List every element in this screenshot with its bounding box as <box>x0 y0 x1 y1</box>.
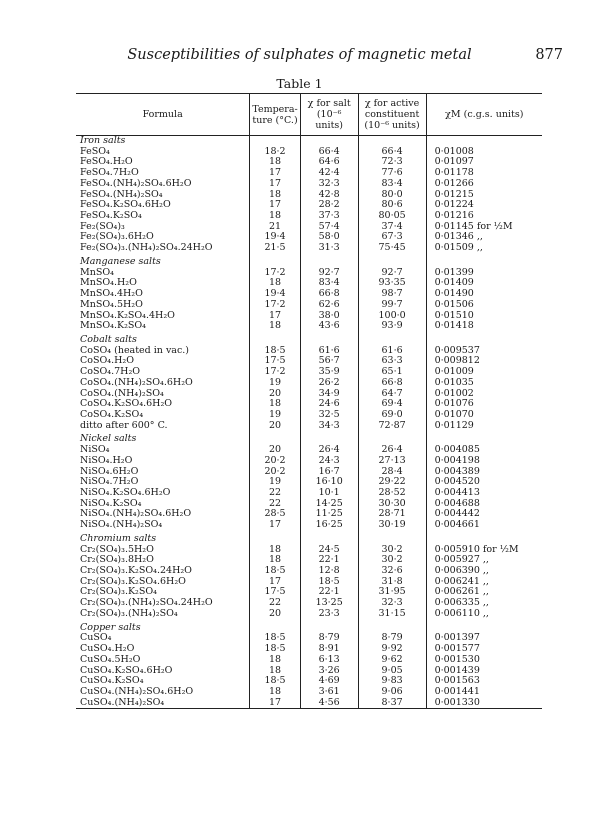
table-cell: 18 <box>250 157 300 168</box>
table-cell: 17·2 <box>250 367 300 378</box>
table-cell: 0·006110 ,, <box>426 609 542 620</box>
table-cell: 61·6 <box>358 346 426 357</box>
table-cell: 31·8 <box>358 577 426 588</box>
table-cell: 0·004413 <box>426 488 542 499</box>
table-cell: CoSO₄.H₂O <box>80 355 134 367</box>
table-cell: 9·05 <box>358 666 426 677</box>
group-heading-row <box>76 620 542 634</box>
table-cell <box>426 254 542 268</box>
table-cell: 9·06 <box>358 687 426 698</box>
table-cell: 3·61 <box>300 687 358 698</box>
table-cell: 98·7 <box>358 289 426 300</box>
group-heading-row <box>76 254 542 268</box>
table-cell: 0·01346 ,, <box>426 232 542 243</box>
table-row <box>76 698 542 709</box>
table-cell: 0·004198 <box>426 456 542 467</box>
column-header: Tempera-ture (°C.) <box>250 94 300 136</box>
table-cell: MnSO₄.K₂SO₄.4H₂O <box>80 309 175 321</box>
table-cell <box>300 431 358 445</box>
column-header: χ for active constituent (10⁻⁶ units) <box>358 94 426 136</box>
table-cell: 9·62 <box>358 655 426 666</box>
table-cell: CuSO₄.K₂SO₄.6H₂O <box>80 664 173 676</box>
header-title: Susceptibilities of sulphates of magnetic metal <box>127 47 472 63</box>
table-cell: 20 <box>250 609 300 620</box>
table-row <box>76 179 542 190</box>
table-cell: 32·6 <box>358 566 426 577</box>
table-cell: NiSO₄.6H₂O <box>80 465 139 477</box>
table-cell: 18 <box>250 545 300 556</box>
table-cell: 69·4 <box>358 399 426 410</box>
table-cell: 18·5 <box>250 644 300 655</box>
table-cell <box>358 431 426 445</box>
table-cell: 0·01008 <box>426 147 542 158</box>
table-cell: 72·87 <box>358 421 426 432</box>
table-cell: 0·01035 <box>426 378 542 389</box>
table-cell: 17 <box>250 311 300 322</box>
table-cell: 0·01009 <box>426 367 542 378</box>
table-cell: 100·0 <box>358 311 426 322</box>
table-cell: CoSO₄ (heated in vac.) <box>80 344 190 356</box>
table-cell <box>426 531 542 545</box>
table-cell: 80·0 <box>358 190 426 201</box>
table-cell: 0·004688 <box>426 499 542 510</box>
table-cell: 16·10 <box>300 477 358 488</box>
table-cell: 28·52 <box>358 488 426 499</box>
table-cell: 0·009812 <box>426 356 542 367</box>
table-cell: 58·0 <box>300 232 358 243</box>
table-cell: 0·006335 ,, <box>426 598 542 609</box>
table-cell: 66·4 <box>358 147 426 158</box>
table-cell: 19 <box>250 477 300 488</box>
table-cell: 0·01490 <box>426 289 542 300</box>
table-cell: 62·6 <box>300 300 358 311</box>
table-cell: CuSO₄.K₂SO₄ <box>80 675 144 687</box>
table-cell: 12·8 <box>300 566 358 577</box>
table-cell: NiSO₄.(NH₄)₂SO₄ <box>80 519 163 531</box>
table-cell <box>426 332 542 346</box>
table-cell: Cr₂(SO₄)₃.K₂SO₄.24H₂O <box>80 565 192 577</box>
table-cell: 22 <box>250 499 300 510</box>
table-cell: 18·5 <box>250 676 300 687</box>
table-cell <box>250 431 300 445</box>
table-cell <box>358 531 426 545</box>
table-cell: 14·25 <box>300 499 358 510</box>
table-cell: 30·19 <box>358 520 426 531</box>
table-cell: 99·7 <box>358 300 426 311</box>
table-cell: 18 <box>250 655 300 666</box>
table-cell: 42·8 <box>300 190 358 201</box>
susceptibility-table <box>76 93 542 709</box>
table-cell <box>300 332 358 346</box>
table-cell: 38·0 <box>300 311 358 322</box>
table-cell: 93·9 <box>358 321 426 332</box>
table-cell: CuSO₄ <box>80 632 112 644</box>
table-cell: 20 <box>250 445 300 456</box>
table-cell: 56·7 <box>300 356 358 367</box>
table-cell: FeSO₄.H₂O <box>80 156 133 168</box>
table-cell: NiSO₄.K₂SO₄.6H₂O <box>80 487 171 498</box>
table-cell: CuSO₄.(NH₄)₂SO₄.6H₂O <box>80 685 194 697</box>
table-cell: 0·006390 ,, <box>426 566 542 577</box>
table-cell: 32·3 <box>358 598 426 609</box>
table-cell: Manganese salts <box>80 255 161 267</box>
table-cell: 21·5 <box>250 243 300 254</box>
table-cell: 17 <box>250 200 300 211</box>
table-cell: Nickel salts <box>80 433 137 445</box>
table-cell: CoSO₄.(NH₄)₂SO₄.6H₂O <box>80 376 193 388</box>
table-cell: Cr₂(SO₄)₃.(NH₄)₂SO₄ <box>80 607 178 619</box>
table-cell: 20 <box>250 389 300 400</box>
table-cell: 29·22 <box>358 477 426 488</box>
table-cell: 0·001439 <box>426 666 542 677</box>
table-cell: CoSO₄.K₂SO₄.6H₂O <box>80 398 173 410</box>
table-cell: 65·1 <box>358 367 426 378</box>
table-cell: 37·3 <box>300 211 358 222</box>
table-cell: 9·92 <box>358 644 426 655</box>
table-cell: 0·004085 <box>426 445 542 456</box>
table-cell: 27·13 <box>358 456 426 467</box>
table-cell: 0·01224 <box>426 200 542 211</box>
table-cell: NiSO₄.(NH₄)₂SO₄.6H₂O <box>80 508 192 520</box>
table-cell <box>250 620 300 634</box>
table-cell: 92·7 <box>300 268 358 279</box>
table-cell: 18 <box>250 666 300 677</box>
table-row <box>76 456 542 467</box>
table-row <box>76 520 542 531</box>
table-cell: 26·4 <box>300 445 358 456</box>
table-cell: 92·7 <box>358 268 426 279</box>
table-cell: MnSO₄.4H₂O <box>80 288 143 300</box>
table-cell <box>358 620 426 634</box>
table-cell: 31·3 <box>300 243 358 254</box>
table-cell: 4·69 <box>300 676 358 687</box>
table-cell: 6·13 <box>300 655 358 666</box>
table-cell: FeSO₄.(NH₄)₂SO₄ <box>80 188 163 200</box>
table-cell: 30·2 <box>358 555 426 566</box>
table-cell: 18·5 <box>250 566 300 577</box>
table-cell: 17 <box>250 179 300 190</box>
table-cell: 37·4 <box>358 222 426 233</box>
table-cell: 21 <box>250 222 300 233</box>
table-cell: 18 <box>250 190 300 201</box>
table-cell: MnSO₄.5H₂O <box>80 298 143 310</box>
table-cell: MnSO₄ <box>80 266 114 278</box>
table-cell: 22·1 <box>300 555 358 566</box>
table-cell: 64·6 <box>300 157 358 168</box>
table-cell: 63·3 <box>358 356 426 367</box>
table-cell: CoSO₄.(NH₄)₂SO₄ <box>80 387 164 399</box>
table-cell: 66·4 <box>300 147 358 158</box>
page-number: 877 <box>535 47 563 63</box>
table-cell: 16·7 <box>300 467 358 478</box>
table-cell <box>358 332 426 346</box>
table-cell: 0·01409 <box>426 278 542 289</box>
table-cell: 32·5 <box>300 410 358 421</box>
table-cell: 57·4 <box>300 222 358 233</box>
table-cell: 24·5 <box>300 545 358 556</box>
column-header: χM (c.g.s. units) <box>426 94 542 136</box>
table-cell: 28·71 <box>358 509 426 520</box>
running-header <box>0 47 599 67</box>
table-cell: 0·01070 <box>426 410 542 421</box>
table-cell: 20·2 <box>250 467 300 478</box>
table-cell: 0·01216 <box>426 211 542 222</box>
table-cell: 0·01506 <box>426 300 542 311</box>
table-cell: 0·01510 <box>426 311 542 322</box>
table-cell: 18 <box>250 687 300 698</box>
table-cell <box>358 254 426 268</box>
table-cell: 32·3 <box>300 179 358 190</box>
table-cell: FeSO₄.K₂SO₄.6H₂O <box>80 199 171 211</box>
table-cell: 19·4 <box>250 289 300 300</box>
table-cell: 4·56 <box>300 698 358 709</box>
table-cell: 17 <box>250 168 300 179</box>
table-cell: NiSO₄.H₂O <box>80 454 133 466</box>
table-cell: 28·4 <box>358 467 426 478</box>
table-cell: 20·2 <box>250 456 300 467</box>
table-cell: 28·5 <box>250 509 300 520</box>
table-cell: 17 <box>250 698 300 709</box>
table-cell: 19 <box>250 378 300 389</box>
table-row <box>76 421 542 432</box>
table-cell: CuSO₄.H₂O <box>80 643 135 655</box>
table-cell: Cobalt salts <box>80 333 137 345</box>
table-cell: 0·004389 <box>426 467 542 478</box>
table-cell: 43·6 <box>300 321 358 332</box>
table-cell: 0·01418 <box>426 321 542 332</box>
column-header: Formula <box>76 94 250 136</box>
table-cell: CoSO₄.K₂SO₄ <box>80 408 144 420</box>
table-cell: FeSO₄.(NH₄)₂SO₄.6H₂O <box>80 177 192 189</box>
table-cell: 66·8 <box>300 289 358 300</box>
table-body <box>76 136 542 709</box>
table-cell: 3·26 <box>300 666 358 677</box>
table-cell <box>250 332 300 346</box>
table-cell: 0·006261 ,, <box>426 587 542 598</box>
data-table-wrapper <box>76 93 542 743</box>
table-cell: ditto after 600° C. <box>80 419 168 431</box>
table-cell: 18·5 <box>250 633 300 644</box>
table-cell: 22 <box>250 488 300 499</box>
table-cell: 11·25 <box>300 509 358 520</box>
table-cell: NiSO₄.7H₂O <box>80 476 139 488</box>
group-heading-row <box>76 531 542 545</box>
table-cell: 34·3 <box>300 421 358 432</box>
table-cell: 93·35 <box>358 278 426 289</box>
table-cell: 80·05 <box>358 211 426 222</box>
table-cell: 0·001530 <box>426 655 542 666</box>
table-cell: 80·6 <box>358 200 426 211</box>
table-cell: 69·0 <box>358 410 426 421</box>
table-cell: Cr₂(SO₄)₃.K₂SO₄ <box>80 586 157 598</box>
table-cell <box>250 531 300 545</box>
table-cell: 0·009537 <box>426 346 542 357</box>
table-cell: Cr₂(SO₄)₃.8H₂O <box>80 554 154 566</box>
table-cell: 0·005910 for ½M <box>426 545 542 556</box>
table-cell: 64·7 <box>358 389 426 400</box>
table-row <box>76 321 542 332</box>
table-cell: FeSO₄ <box>80 145 110 157</box>
table-cell: 0·001563 <box>426 676 542 687</box>
table-cell: Fe₂(SO₄)₃.(NH₄)₂SO₄.24H₂O <box>80 242 213 254</box>
table-cell: 83·4 <box>300 278 358 289</box>
table-cell: 0·01097 <box>426 157 542 168</box>
table-cell: 0·01178 <box>426 168 542 179</box>
table-cell: 17 <box>250 577 300 588</box>
table-cell: 0·01129 <box>426 421 542 432</box>
table-cell: 17·5 <box>250 587 300 598</box>
table-row <box>76 300 542 311</box>
table-cell: FeSO₄.K₂SO₄ <box>80 210 142 222</box>
table-cell: 77·6 <box>358 168 426 179</box>
table-cell: Copper salts <box>80 621 141 633</box>
table-cell: 0·004442 <box>426 509 542 520</box>
table-cell: NiSO₄.K₂SO₄ <box>80 497 142 509</box>
table-cell: 0·01266 <box>426 179 542 190</box>
table-cell: 18 <box>250 278 300 289</box>
table-cell: 67·3 <box>358 232 426 243</box>
table-cell: 8·79 <box>300 633 358 644</box>
table-cell: 0·004661 <box>426 520 542 531</box>
table-cell: MnSO₄.K₂SO₄ <box>80 320 146 332</box>
table-cell <box>300 531 358 545</box>
table-row <box>76 655 542 666</box>
table-cell: Cr₂(SO₄)₃.(NH₄)₂SO₄.24H₂O <box>80 597 213 609</box>
table-cell: 0·001397 <box>426 633 542 644</box>
table-cell: 66·8 <box>358 378 426 389</box>
table-cell: 26·4 <box>358 445 426 456</box>
table-cell: 8·79 <box>358 633 426 644</box>
table-cell: 8·91 <box>300 644 358 655</box>
table-cell: 72·3 <box>358 157 426 168</box>
table-cell: 16·25 <box>300 520 358 531</box>
table-cell: 0·001577 <box>426 644 542 655</box>
table-cell: 0·01145 for ½M <box>426 222 542 233</box>
table-cell: 20 <box>250 421 300 432</box>
table-cell: Iron salts <box>80 135 126 146</box>
table-cell: 18 <box>250 399 300 410</box>
table-cell: Fe₂(SO₄)₃.6H₂O <box>80 231 154 243</box>
table-cell: 18·5 <box>300 577 358 588</box>
table-cell <box>300 620 358 634</box>
table-cell: 22 <box>250 598 300 609</box>
table-cell: 0·006241 ,, <box>426 577 542 588</box>
table-cell: CuSO₄.5H₂O <box>80 653 141 665</box>
table-row <box>76 243 542 254</box>
table-cell: CoSO₄.7H₂O <box>80 366 141 378</box>
table-row <box>76 378 542 389</box>
table-cell: 18·5 <box>250 346 300 357</box>
table-cell: 13·25 <box>300 598 358 609</box>
table-cell: 17·2 <box>250 300 300 311</box>
table-cell: 0·005927 ,, <box>426 555 542 566</box>
table-cell: Cr₂(SO₄)₃.5H₂O <box>80 543 154 555</box>
table-cell: 31·95 <box>358 587 426 598</box>
table-cell: 35·9 <box>300 367 358 378</box>
table-cell: 0·01076 <box>426 399 542 410</box>
table-cell <box>250 254 300 268</box>
table-cell: 10·1 <box>300 488 358 499</box>
table-cell: 19·4 <box>250 232 300 243</box>
table-cell: 18 <box>250 555 300 566</box>
table-cell: 19 <box>250 410 300 421</box>
table-cell: Cr₂(SO₄)₃.K₂SO₄.6H₂O <box>80 575 186 587</box>
table-cell: 18·2 <box>250 147 300 158</box>
group-heading-row <box>76 332 542 346</box>
table-cell: 75·45 <box>358 243 426 254</box>
table-cell: 18 <box>250 211 300 222</box>
table-cell: Fe₂(SO₄)₃ <box>80 220 125 232</box>
table-cell: 22·1 <box>300 587 358 598</box>
table-cell <box>300 254 358 268</box>
table-cell: 0·001441 <box>426 687 542 698</box>
table-cell: MnSO₄.H₂O <box>80 277 137 289</box>
table-cell: 30·2 <box>358 545 426 556</box>
column-header: χ for salt (10⁻⁶ units) <box>300 94 358 136</box>
table-cell: 9·83 <box>358 676 426 687</box>
table-cell: 0·004520 <box>426 477 542 488</box>
table-cell: 28·2 <box>300 200 358 211</box>
group-heading-row <box>76 431 542 445</box>
table-cell: 26·2 <box>300 378 358 389</box>
table-cell: 0·01002 <box>426 389 542 400</box>
table-cell: 0·01215 <box>426 190 542 201</box>
table-cell: CuSO₄.(NH₄)₂SO₄ <box>80 696 165 708</box>
table-cell: 34·9 <box>300 389 358 400</box>
table-cell: 18 <box>250 321 300 332</box>
table-cell: 23·3 <box>300 609 358 620</box>
table-cell: 0·01509 ,, <box>426 243 542 254</box>
table-cell: 24·3 <box>300 456 358 467</box>
table-cell: 0·01399 <box>426 268 542 279</box>
table-cell: 0·001330 <box>426 698 542 709</box>
table-row <box>76 609 542 620</box>
table-title: Table 1 <box>276 76 323 91</box>
table-cell: 17·5 <box>250 356 300 367</box>
table-cell: 24·6 <box>300 399 358 410</box>
table-cell <box>426 431 542 445</box>
table-cell: Chromium salts <box>80 532 157 544</box>
table-cell: 17 <box>250 520 300 531</box>
table-cell <box>426 620 542 634</box>
table-header-row <box>76 94 542 136</box>
table-cell: NiSO₄ <box>80 444 110 456</box>
table-cell: 8·37 <box>358 698 426 709</box>
table-cell: 30·30 <box>358 499 426 510</box>
table-cell: 83·4 <box>358 179 426 190</box>
table-cell: 31·15 <box>358 609 426 620</box>
table-cell: 61·6 <box>300 346 358 357</box>
table-cell: 17·2 <box>250 268 300 279</box>
table-cell: FeSO₄.7H₂O <box>80 167 139 179</box>
table-cell: 42·4 <box>300 168 358 179</box>
